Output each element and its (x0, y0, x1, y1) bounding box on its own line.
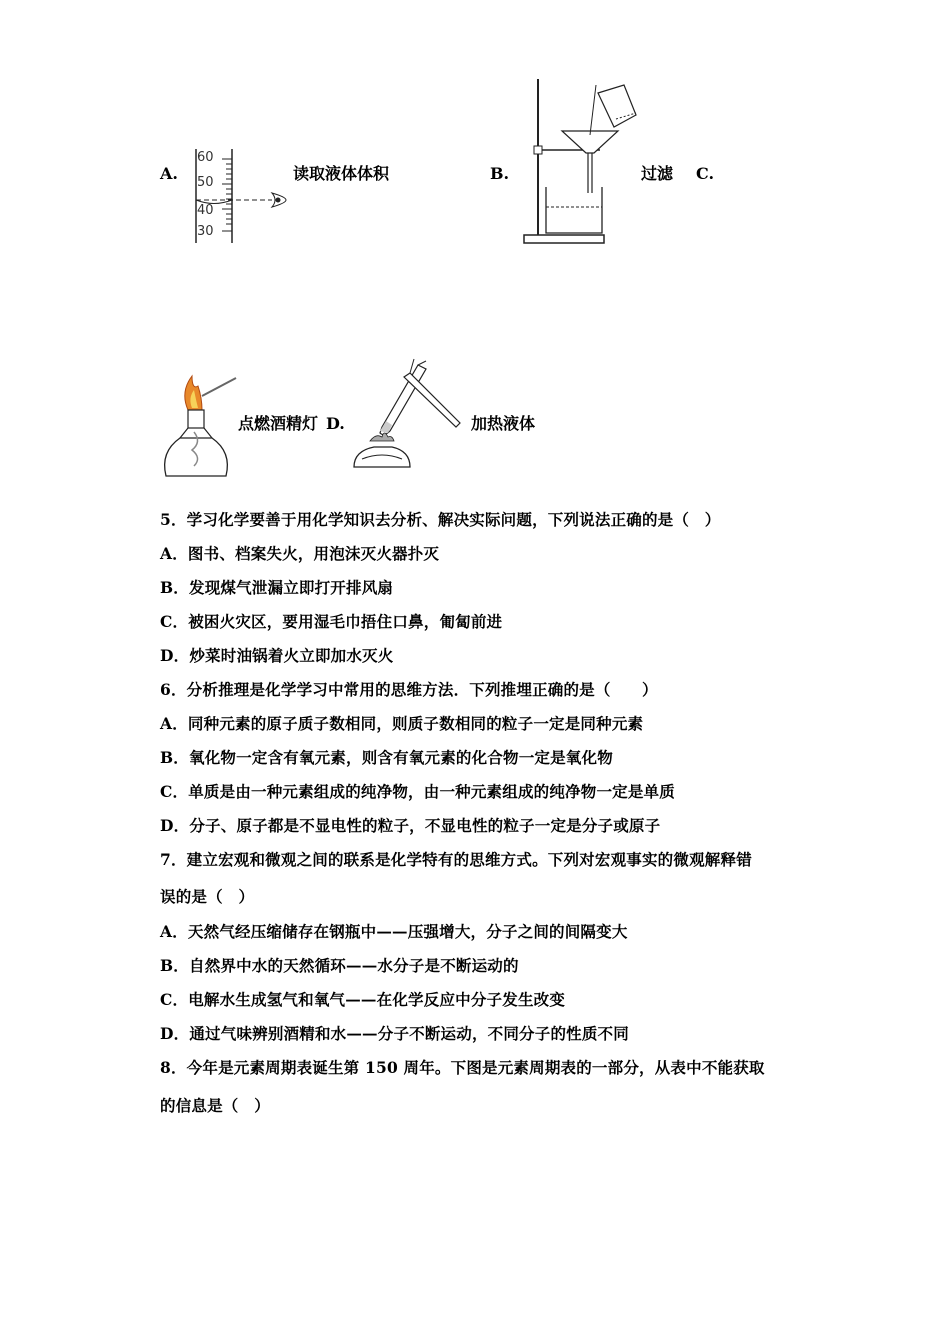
question-7-option-d: D．通过气味辨别酒精和水——分子不断运动，不同分子的性质不同 (160, 1024, 629, 1043)
option-a-letter: A. (160, 164, 178, 183)
tick-label-30: 30 (197, 224, 214, 239)
option-d-letter: D. (326, 414, 345, 433)
option-b-letter: B. (490, 164, 510, 183)
question-8-stem-line-1: 8．今年是元素周期表诞生第 150 周年。下图是元素周期表的一部分，从表中不能获取 (160, 1058, 765, 1077)
question-6-stem: 6．分析推理是化学学习中常用的思维方法．下列推埋正确的是（ ） (160, 680, 658, 699)
option-c-caption: 点燃酒精灯 (238, 414, 319, 433)
question-6-option-a: A．同种元素的原子质子数相同，则质子数相同的粒子一定是同种元素 (160, 714, 644, 733)
alcohol-lamp-figure (158, 372, 238, 482)
question-7-stem-line-2: 误的是（ ） (160, 887, 255, 906)
question-5-option-d: D．炒菜时油锅着火立即加水灭火 (160, 646, 394, 665)
option-d-caption: 加热液体 (471, 414, 536, 433)
tick-label-50: 50 (197, 175, 214, 190)
question-5-option-b: B．发现煤气泄漏立即打开排风扇 (160, 578, 394, 597)
option-b-caption: 过滤 (641, 164, 674, 183)
option-c-letter: C. (696, 164, 715, 183)
question-8-stem-line-2: 的信息是（ ） (160, 1096, 270, 1115)
question-6-option-d: D．分子、原子都是不显电性的粒子，不显电性的粒子一定是分子或原子 (160, 816, 661, 835)
question-5-option-a: A．图书、档案失火，用泡沫灭火器扑灭 (160, 544, 440, 563)
question-5-option-c: C．被困火灾区，要用湿毛巾捂住口鼻，匍匐前进 (160, 612, 503, 631)
question-6-option-c: C．单质是由一种元素组成的纯净物，由一种元素组成的纯净物一定是单质 (160, 782, 675, 801)
question-7-stem-line-1: 7．建立宏观和微观之间的联系是化学特有的思维方式。下列对宏观事实的微观解释错 (160, 850, 752, 869)
tick-label-40: 40 (197, 203, 214, 218)
filtration-apparatus-figure (520, 75, 650, 250)
tick-label-60: 60 (197, 150, 214, 165)
question-7-option-c: C．电解水生成氢气和氧气——在化学反应中分子发生改变 (160, 990, 566, 1009)
question-5-stem: 5．学习化学要善于用化学知识去分析、解决实际问题，下列说法正确的是（ ） (160, 510, 721, 529)
question-7-option-b: B．自然界中水的天然循环——水分子是不断运动的 (160, 956, 519, 975)
heating-liquid-figure (352, 355, 467, 475)
option-a-caption: 读取液体体积 (293, 164, 390, 183)
question-6-option-b: B．氧化物一定含有氧元素，则含有氧元素的化合物一定是氧化物 (160, 748, 613, 767)
question-7-option-a: A．天然气经压缩储存在钢瓶中——压强增大，分子之间的间隔变大 (160, 922, 628, 941)
